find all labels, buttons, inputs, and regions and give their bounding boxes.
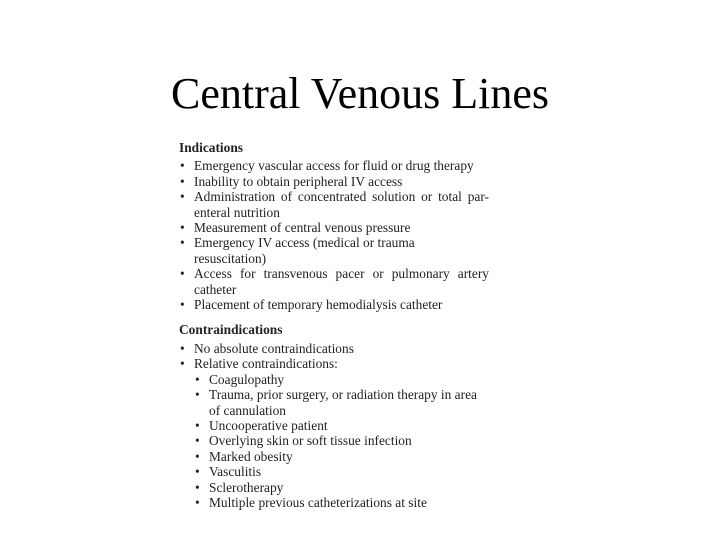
contraindications-section [179,322,489,510]
contraindications-list [179,341,489,510]
list-item: • Measurement of central venous pressure [179,220,489,235]
slide-title: Central Venous Lines [170,69,550,118]
list-item: • Placement of temporary hemodialysis catheter [179,297,489,312]
list-item: • Emergency IV access (medical or trauma resuscitation) [179,235,489,266]
document-image [179,140,489,510]
indications-heading: Indications [179,140,243,155]
sub-list-item: • Trauma, prior surgery, or radiation therapy in area of cannulation [179,387,489,418]
sub-list-item: • Vasculitis [179,464,489,479]
indications-list [179,158,489,312]
list-item: • No absolute contraindications [179,341,489,356]
sub-list-item: • Multiple previous catheterizations at site [179,495,489,510]
list-item: • Administration of concentrated solution or total par-enteral nutrition [179,189,489,220]
sub-list-item: • Overlying skin or soft tissue infection [179,433,489,448]
sub-list-item: • Coagulopathy [179,372,489,387]
list-item: • Inability to obtain peripheral IV access [179,174,489,189]
contraindications-heading: Contraindications [179,322,283,338]
sub-list-item: • Sclerotherapy [179,480,489,495]
sub-list-item: • Uncooperative patient [179,418,489,433]
list-item: • Relative contraindications: [179,356,489,371]
sub-list-item: • Marked obesity [179,449,489,464]
list-item: • Access for transvenous pacer or pulmonary artery catheter [179,266,489,297]
indications-section [179,140,489,312]
list-item: • Emergency vascular access for fluid or drug therapy [179,158,489,173]
